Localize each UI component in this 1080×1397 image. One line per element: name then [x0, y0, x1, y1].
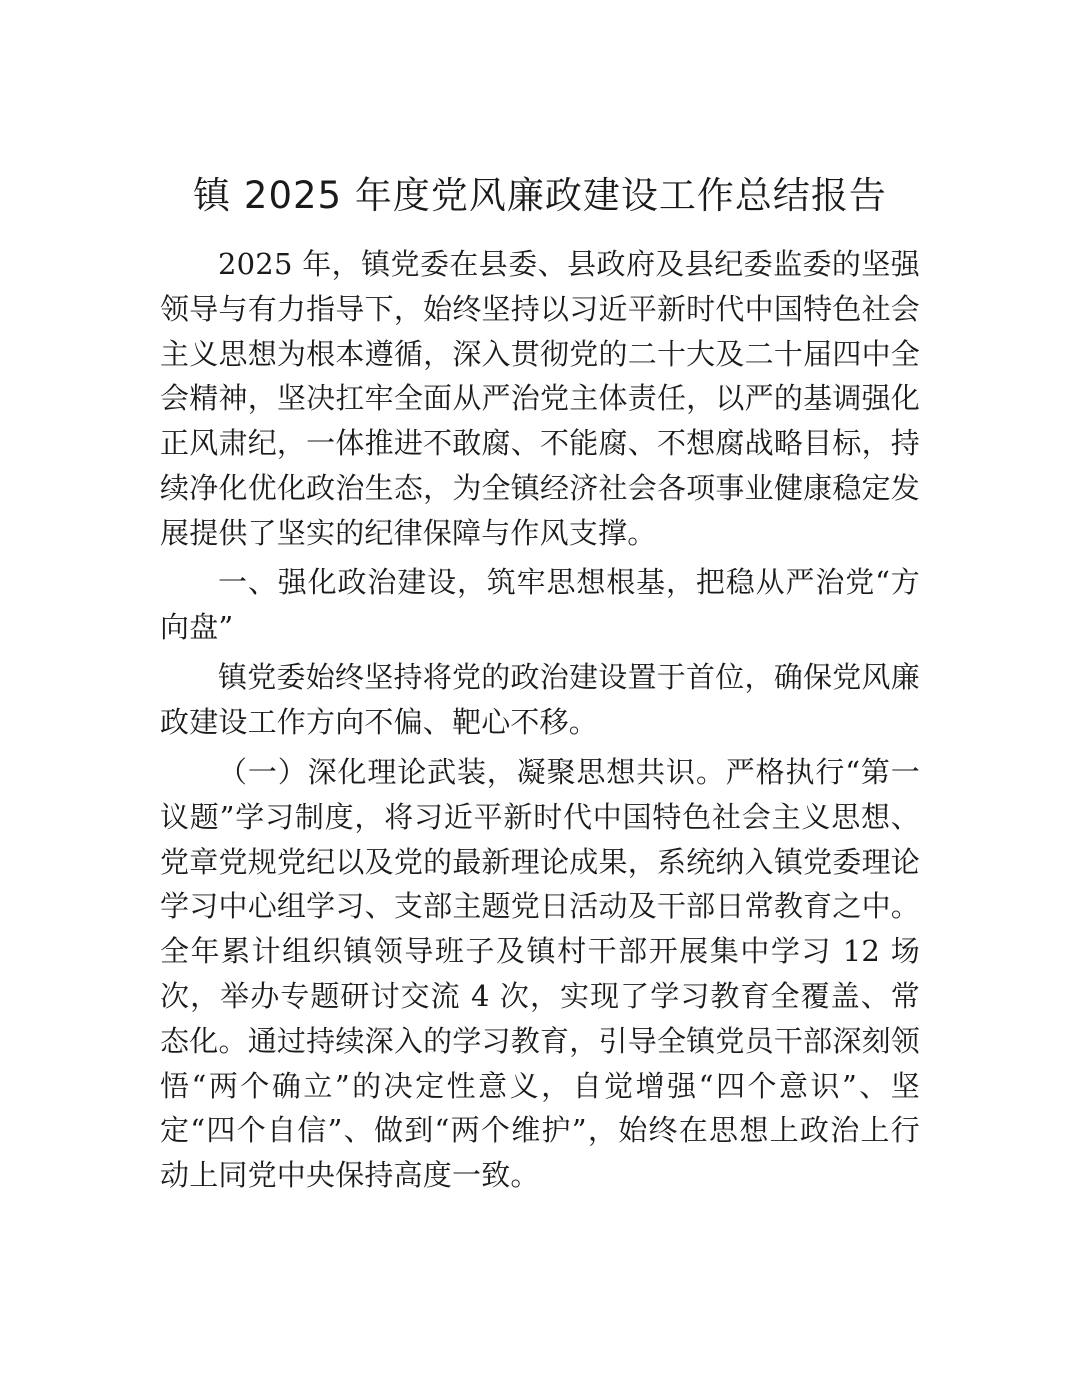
document-title: 镇 2025 年度党风廉政建设工作总结报告 [193, 174, 887, 217]
subsection-paragraph: （一）深化理论武装，凝聚思想共识。严格执行“第一议题”学习制度，将习近平新时代中国特色社会主义思想、党章党规党纪以及党的最新理论成果，系统纳入镇党委理论学习中心组学习、支部主题党日活动及干部日常教育之中。全年累计组织镇领导班子及镇村干部开展集中学习 12 场次，举办专题研讨交流 4 次，实现了学习教育全覆盖、常态化。通过持续深入的学习教育，引导全镇党员干部深刻领悟“两个确立”的决定性意义，自觉增强“四个意识”、坚定“四个自信”、做到“两个维护”，始终在思想上政治上行动上同党中央保持高度一致。 [160, 755, 920, 1193]
section-heading: 一、强化政治建设，筑牢思想根基，把稳从严治党“方向盘” [160, 565, 920, 644]
intro-paragraph: 2025 年，镇党委在县委、县政府及县纪委监委的坚强领导与有力指导下，始终坚持以习近平新时代中国特色社会主义思想为根本遵循，深入贯彻党的二十大及二十届四中全会精神，坚决扛牢全面从严治党主体责任，以严的基调强化正风肃纪，一体推进不敢腐、不能腐、不想腐战略目标，持续净化优化政治生态，为全镇经济社会各项事业健康稳定发展提供了坚实的纪律保障与作风支撑。 [160, 247, 920, 550]
section-description: 镇党委始终坚持将党的政治建设置于首位，确保党风廉政建设工作方向不偏、靶心不移。 [160, 660, 920, 739]
